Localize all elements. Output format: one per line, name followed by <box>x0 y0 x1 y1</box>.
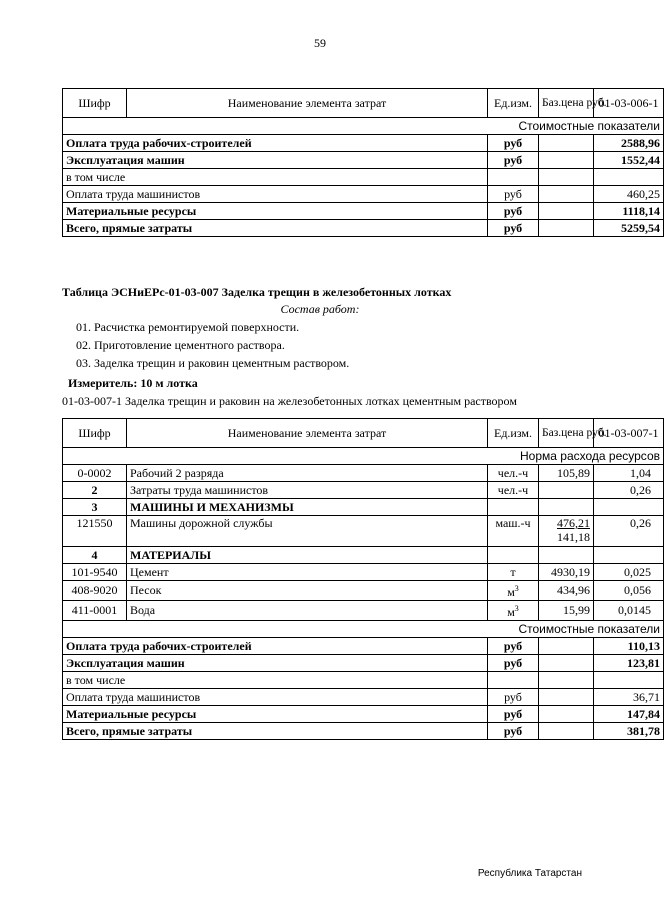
row-name: Материальные ресурсы <box>63 706 488 723</box>
row-name: в том числе <box>63 672 488 689</box>
row-name: Эксплуатация машин <box>63 655 488 672</box>
header-base-price: Баз.цена руб. <box>539 419 594 448</box>
row-unit: руб <box>488 186 539 203</box>
table-row <box>63 581 664 601</box>
table-row <box>63 723 664 740</box>
row-value: 381,78 <box>594 723 664 740</box>
composition-label: Состав работ: <box>280 302 360 316</box>
row-code: 2 <box>63 482 127 499</box>
unit-superscript: 3 <box>514 604 519 613</box>
row-price: 15,99 <box>539 601 594 621</box>
row-unit: маш.-ч <box>488 516 539 547</box>
row-price-machinist: 141,18 <box>557 530 590 544</box>
header-code: Шифр <box>63 89 127 118</box>
row-value: 1552,44 <box>594 152 664 169</box>
group-name: МАШИНЫ И МЕХАНИЗМЫ <box>127 499 488 516</box>
row-name: Оплата труда рабочих-строителей <box>63 135 488 152</box>
row-name: в том числе <box>63 169 488 186</box>
row-norm: 0,26 <box>594 482 664 499</box>
table-row <box>63 203 664 220</box>
section-title: Таблица ЭСНиЕРс-01-03-007 Заделка трещин в железобетонных лотках <box>62 285 452 299</box>
resource-table <box>62 418 664 740</box>
row-unit: м <box>507 585 515 599</box>
row-name: Оплата труда машинистов <box>63 186 488 203</box>
measure-unit: Измеритель: 10 м лотка <box>68 376 198 390</box>
work-item: 02. Приготовление цементного раствора. <box>76 338 285 352</box>
row-code: 0-0002 <box>63 465 127 482</box>
table-row <box>63 638 664 655</box>
table-row <box>63 516 664 547</box>
row-value: 147,84 <box>594 706 664 723</box>
header-rate-code: 01-03-006-1 <box>594 89 664 118</box>
group-code: 3 <box>63 499 127 516</box>
table-header <box>63 419 664 448</box>
row-value: 2588,96 <box>594 135 664 152</box>
table-row <box>63 564 664 581</box>
row-unit: руб <box>488 152 539 169</box>
table-row <box>63 220 664 237</box>
row-price: 434,96 <box>539 581 594 601</box>
table-row <box>63 169 664 186</box>
row-value: 460,25 <box>594 186 664 203</box>
group-code: 4 <box>63 547 127 564</box>
row-name: Цемент <box>127 564 488 581</box>
row-unit: м <box>507 605 515 619</box>
page-number: 59 <box>314 36 326 50</box>
subheader-cost: Стоимостные показатели <box>63 118 664 135</box>
work-item: 03. Заделка трещин и раковин цементным раствором. <box>76 356 350 370</box>
table-row <box>63 706 664 723</box>
group-name: МАТЕРИАЛЫ <box>127 547 488 564</box>
header-name: Наименование элемента затрат <box>127 89 488 118</box>
row-value: 1118,14 <box>594 203 664 220</box>
row-unit: руб <box>488 220 539 237</box>
row-norm: 1,04 <box>594 465 664 482</box>
row-norm: 0,025 <box>594 564 664 581</box>
table-header <box>63 89 664 118</box>
table-row <box>63 689 664 706</box>
row-name: Машины дорожной службы <box>127 516 488 547</box>
header-rate-code: 01-03-007-1 <box>594 419 664 448</box>
row-code: 101-9540 <box>63 564 127 581</box>
row-name: Всего, прямые затраты <box>63 220 488 237</box>
row-name: Оплата труда машинистов <box>63 689 488 706</box>
subheader-cost: Стоимостные показатели <box>63 621 664 638</box>
row-value: 36,71 <box>594 689 664 706</box>
header-code: Шифр <box>63 419 127 448</box>
row-price: 105,89 <box>539 465 594 482</box>
row-name: Затраты труда машинистов <box>127 482 488 499</box>
group-row <box>63 499 664 516</box>
row-name: Всего, прямые затраты <box>63 723 488 740</box>
row-unit: чел.-ч <box>488 482 539 499</box>
rate-description: 01-03-007-1 Заделка трещин и раковин на железобетонных лотках цементным раствором <box>62 394 517 408</box>
table-row <box>63 186 664 203</box>
group-row <box>63 547 664 564</box>
header-unit: Ед.изм. <box>488 419 539 448</box>
cost-table-1 <box>62 88 664 237</box>
row-unit: руб <box>488 723 539 740</box>
table-row <box>63 465 664 482</box>
unit-superscript: 3 <box>514 584 519 593</box>
row-price: 4930,19 <box>539 564 594 581</box>
row-name: Вода <box>127 601 488 621</box>
row-norm: 0,26 <box>594 516 664 547</box>
row-name: Эксплуатация машин <box>63 152 488 169</box>
row-price: 476,21 <box>557 516 590 530</box>
table-row <box>63 482 664 499</box>
table-row <box>63 135 664 152</box>
row-unit: руб <box>488 655 539 672</box>
subheader-norm: Норма расхода ресурсов <box>63 448 664 465</box>
row-unit: руб <box>488 706 539 723</box>
footer-region: Республика Татарстан <box>477 868 582 879</box>
table-row <box>63 655 664 672</box>
row-norm: 0,0145 <box>594 601 664 621</box>
row-name: Оплата труда рабочих-строителей <box>63 638 488 655</box>
row-unit: т <box>488 564 539 581</box>
table-row <box>63 601 664 621</box>
header-name: Наименование элемента затрат <box>127 419 488 448</box>
row-norm: 0,056 <box>594 581 664 601</box>
row-value: 110,13 <box>594 638 664 655</box>
table-row <box>63 672 664 689</box>
row-name: Песок <box>127 581 488 601</box>
table-row <box>63 152 664 169</box>
row-unit: руб <box>488 203 539 220</box>
header-base-price: Баз.цена руб. <box>539 89 594 118</box>
row-unit: руб <box>488 638 539 655</box>
row-unit: чел.-ч <box>488 465 539 482</box>
row-value: 5259,54 <box>594 220 664 237</box>
row-code: 121550 <box>63 516 127 547</box>
row-value: 123,81 <box>594 655 664 672</box>
work-item: 01. Расчистка ремонтируемой поверхности. <box>76 320 300 334</box>
row-unit: руб <box>488 135 539 152</box>
row-name: Рабочий 2 разряда <box>127 465 488 482</box>
row-code: 411-0001 <box>63 601 127 621</box>
row-code: 408-9020 <box>63 581 127 601</box>
row-unit: руб <box>488 689 539 706</box>
row-name: Материальные ресурсы <box>63 203 488 220</box>
header-unit: Ед.изм. <box>488 89 539 118</box>
